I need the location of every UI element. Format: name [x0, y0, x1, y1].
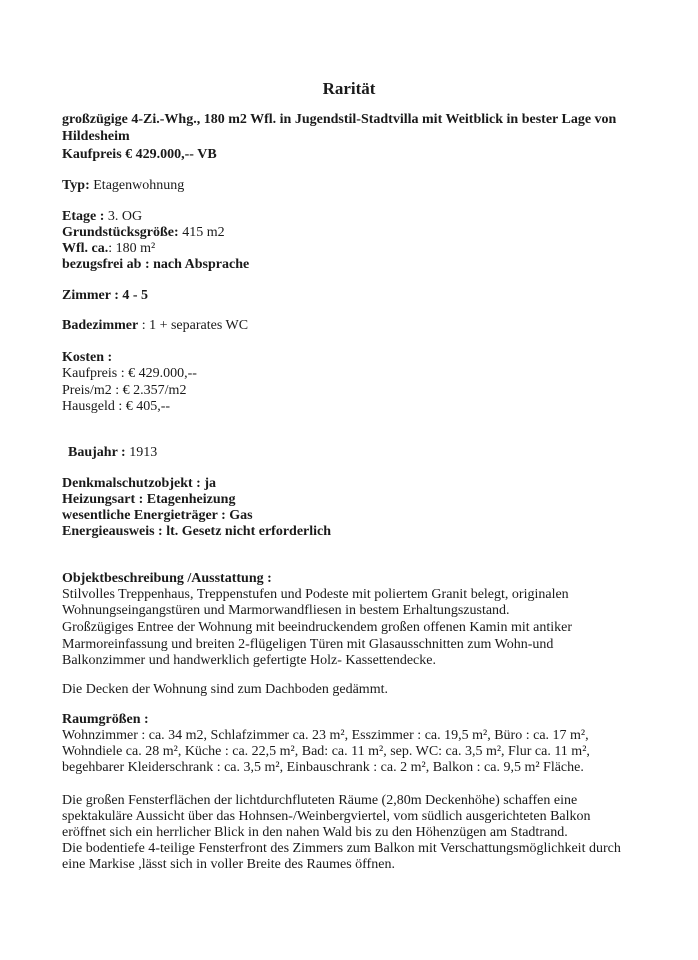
objekt-line: Balkonzimmer und handwerklich gefertigte Holz- Kassettendecke. — [62, 653, 436, 668]
fact-typ: Typ: Etagenwohnung — [62, 178, 185, 193]
fenster-line: Die bodentiefe 4-teilige Fensterfront des Zimmers zum Balkon mit Verschattungsmöglichkeit durch — [62, 841, 621, 856]
fenster-line: Die großen Fensterflächen der lichtdurchfluteten Räume (2,80m Deckenhöhe) schaffen eine — [62, 793, 578, 808]
kosten-heading: Kosten : — [62, 350, 113, 365]
energie-line: Denkmalschutzobjekt : ja — [62, 476, 216, 491]
fact-etage: Etage : 3. OG — [62, 209, 143, 224]
energie-line: Energieausweis : lt. Gesetz nicht erforderlich — [62, 524, 332, 539]
kosten-line: Kaufpreis : € 429.000,-- — [62, 366, 197, 381]
kosten-line: Hausgeld : € 405,-- — [62, 399, 171, 414]
energie-line: Heizungsart : Etagenheizung — [62, 492, 236, 507]
headline-city: Hildesheim — [62, 129, 130, 144]
fenster-line: eine Markise ,lässt sich in voller Breite des Raumes öffnen. — [62, 857, 395, 872]
objekt-decken: Die Decken der Wohnung sind zum Dachboden gedämmt. — [62, 682, 388, 697]
energie-line: wesentliche Energieträger : Gas — [62, 508, 253, 523]
fact-baujahr: Baujahr : 1913 — [68, 445, 158, 460]
objekt-line: Großzügiges Entree der Wohnung mit beeindruckendem großen offenen Kamin mit antiker — [62, 620, 572, 635]
page-title: Rarität — [322, 79, 376, 98]
objekt-line: Marmoreinfassung und breiten 2-flügeligen Türen mit Glasausschnitten zum Wohn-und — [62, 637, 554, 652]
raum-line: Wohnzimmer : ca. 34 m2, Schlafzimmer ca. 23 m², Esszimmer : ca. 19,5 m², Büro : ca. 17 m², — [62, 728, 589, 743]
raum-line: Wohndiele ca. 28 m², Küche : ca. 22,5 m², Bad: ca. 11 m², sep. WC: ca. 3,5 m², Flur ca. 11 m², — [62, 744, 590, 759]
fact-wfl: Wfl. ca.: 180 m² — [62, 241, 156, 256]
fact-zimmer: Zimmer : 4 - 5 — [62, 288, 149, 303]
headline-price: Kaufpreis € 429.000,-- VB — [62, 147, 217, 162]
headline: großzügige 4-Zi.-Whg., 180 m2 Wfl. in Jugendstil-Stadtvilla mit Weitblick in bester Lage von — [62, 112, 617, 127]
raum-line: begehbarer Kleiderschrank : ca. 3,5 m², Einbauschrank : ca. 2 m², Balkon : ca. 9,5 m² Fläche. — [62, 760, 584, 775]
objekt-line: Stilvolles Treppenhaus, Treppenstufen und Podeste mit poliertem Granit belegt, originalen — [62, 587, 569, 602]
fact-grund: Grundstücksgröße: 415 m2 — [62, 225, 225, 240]
fenster-line: eröffnet sich ein herrlicher Blick in den nahen Wald bis zu den Höhenzügen am Stadtrand. — [62, 825, 568, 840]
raum-heading: Raumgrößen : — [62, 712, 149, 727]
kosten-line: Preis/m2 : € 2.357/m2 — [62, 383, 187, 398]
objekt-heading: Objektbeschreibung /Ausstattung : — [62, 571, 272, 586]
fact-bezug: bezugsfrei ab : nach Absprache — [62, 257, 250, 272]
fact-bad: Badezimmer : 1 + separates WC — [62, 318, 249, 333]
fenster-line: spektakuläre Aussicht über das Hohnsen-/Weinbergviertel, vom südlich ausgerichteten Balkon — [62, 809, 591, 824]
objekt-line: Wohnungseingangstüren und Marmorwandfliesen in bestem Erhaltungszustand. — [62, 603, 510, 618]
